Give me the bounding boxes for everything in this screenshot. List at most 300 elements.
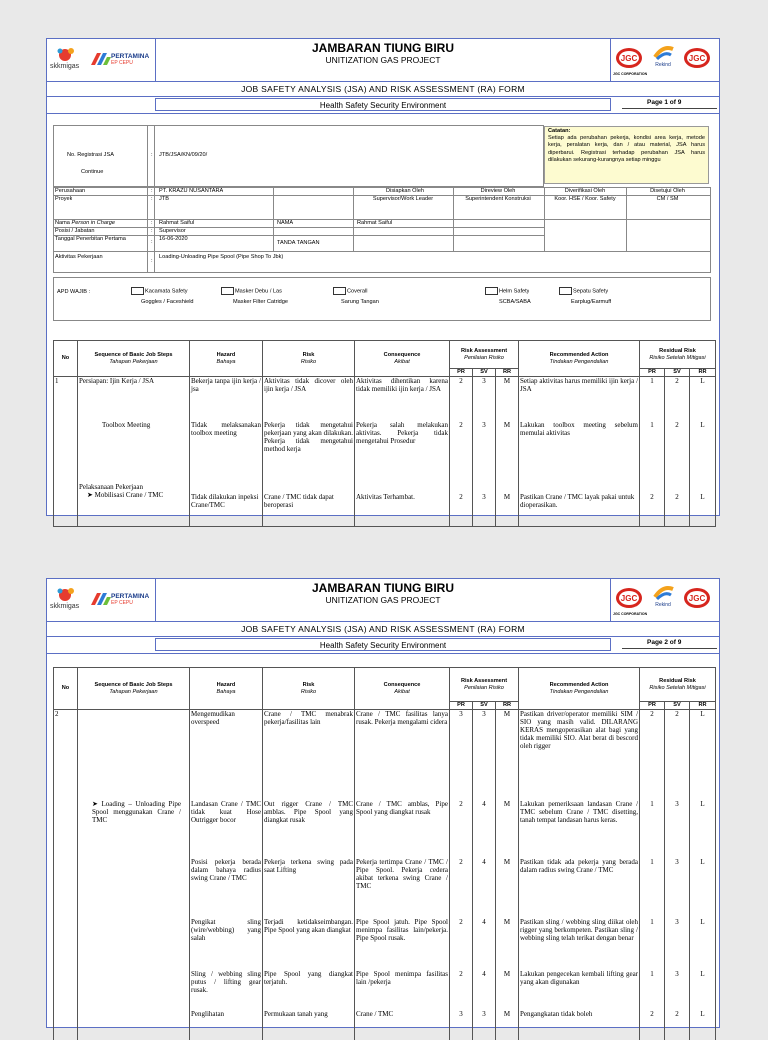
table-row — [54, 421, 716, 483]
posisi-label: Posisi / Jabatan — [55, 228, 95, 234]
col-seq-sub: Tahapan Pekerjaan — [109, 688, 158, 695]
row-res-pr: 1 — [640, 970, 665, 1010]
row-rr: M — [496, 858, 519, 918]
ttd-label: TANDA TANGAN — [277, 240, 320, 246]
row-res-sv: 2 — [665, 377, 690, 421]
posisi-value: Supervisor — [159, 228, 186, 234]
apd-goggles: Goggles / Faceshield — [141, 299, 194, 305]
col-ra-title: Risk Assessment — [460, 347, 508, 354]
diverifikasi-label: Diverifikasi Oleh — [564, 188, 606, 194]
table-row — [54, 483, 716, 527]
col-hazard-sub: Bahaya — [216, 688, 236, 695]
col-risk-sub: Risiko — [300, 688, 317, 695]
note-title: Catatan: — [548, 128, 571, 134]
project-title: JAMBARAN TIUNG BIRU — [312, 41, 454, 55]
rekind-logo-text: Rekind — [655, 62, 671, 67]
row-pr: 3 — [450, 710, 473, 800]
apd-sarung: Sarung Tangan — [341, 299, 379, 305]
apd-kacamata[interactable] — [131, 287, 188, 295]
col-consequence — [355, 668, 450, 710]
row-hazard: Posisi pekerja berada dalam bahaya radius swing Crane / TMC — [190, 858, 263, 918]
row-res-rr: L — [690, 710, 716, 800]
row-risk-text: Crane / TMC tidak dapat beroperasi — [264, 492, 334, 509]
row-step: Persiapan: Ijin Kerja / JSA — [78, 377, 190, 421]
info-grid — [53, 187, 711, 273]
col-res-pr: PR — [640, 702, 665, 710]
row-res-rr: L — [690, 970, 716, 1010]
row-action-text: Pastikan Crane / TMC layak pakai untuk dioperasikan. — [520, 492, 635, 509]
row-action: Pastikan driver/operator memiliki SIM / SIO yang masih valid. DILARANG KERAS mengoperasikan alat bagi yang tidak memiliki SIO. Alat berat di bescord oleh rigger — [519, 710, 640, 800]
apd-masker-filter: Masker Filter Catridge — [233, 299, 289, 305]
table-row — [54, 858, 716, 918]
row-sv: 3 — [473, 710, 496, 800]
row-no — [54, 800, 78, 858]
col-seq — [78, 668, 190, 710]
col-risk — [263, 341, 355, 377]
nama-value: Rahmat Saiful — [357, 220, 393, 226]
row-step — [78, 710, 190, 800]
nama-label: NAMA — [277, 220, 294, 226]
row-consequence: Pekerja salah melakukan aktivitas. Pekerja tidak mengetahui Prosedur — [355, 421, 450, 483]
row-res-rr — [690, 483, 716, 527]
row-consequence — [355, 483, 450, 527]
contractor-logos — [610, 579, 719, 621]
sepatu-checkbox[interactable] — [559, 287, 572, 295]
row-risk: Out rigger Crane / TMC amblas. Pipe Spool yang diangkat rusak — [263, 800, 355, 858]
row-step: ➤ Loading – Unloading Pipe Spool menggunakan Crane / TMC — [78, 800, 190, 858]
grid-h3 — [53, 227, 544, 228]
direview-label: Direview Oleh — [480, 188, 516, 194]
sepatu-label: Sepatu Safety — [573, 288, 609, 295]
pertamina-logo-icon — [89, 591, 111, 607]
row-consequence: Crane / TMC — [355, 1010, 450, 1040]
row-rr: M — [496, 1010, 519, 1040]
row-rr: M — [496, 710, 519, 800]
grid-v5 — [453, 187, 454, 251]
row-no — [54, 918, 78, 970]
row-res-sv: 2 — [665, 710, 690, 800]
page-number: Page 2 of 9 — [647, 639, 682, 646]
col-seq-sub: Tahapan Pekerjaan — [109, 358, 158, 365]
row-res-sv: 3 — [665, 918, 690, 970]
row-action: Lakukan pemeriksaan landasan Crane / TMC sebelum Crane / TMC disetting, tanah tempat landasan harus keras. — [519, 800, 640, 858]
table-row — [54, 970, 716, 1010]
row-action: Setiap aktivitas harus memiliki ijin kerja / JSA — [519, 377, 640, 421]
col-residual-sub: Risiko Setelah Mitigasi — [649, 354, 706, 361]
row-no: 1 — [54, 377, 78, 421]
col-ra-sub: Penilaian Risiko — [464, 684, 504, 691]
table-row — [54, 800, 716, 858]
jgc-logo-2-icon — [683, 587, 711, 609]
row-pr: 2 — [450, 377, 473, 421]
col-rr: RR — [496, 369, 519, 377]
row-step-title: Pelaksanaan Pekerjaan — [79, 482, 143, 491]
row-rr-text: M — [503, 492, 511, 501]
row-res-pr: 1 — [640, 858, 665, 918]
row-hazard: Sling / webbing sling putus / lifting gear rusak. — [190, 970, 263, 1010]
row-pr: 2 — [450, 858, 473, 918]
jsa-table-page-2 — [53, 667, 716, 1040]
row-pr: 2 — [450, 421, 473, 483]
disiapkan-label: Disiapkan Oleh — [386, 188, 424, 194]
skkmigas-text: skkmigas — [50, 603, 80, 610]
col-residual-sub: Risiko Setelah Mitigasi — [649, 684, 706, 691]
pertamina-sub: EP CEPU — [111, 60, 133, 66]
helm-label: Helm Safety — [499, 288, 530, 295]
row-action — [519, 483, 640, 527]
project-title-block — [155, 42, 611, 65]
row-res-rr: L — [690, 800, 716, 858]
row-hazard: Bekerja tanpa ijin kerja / jsa — [190, 377, 263, 421]
row-res-pr-text: 2 — [650, 492, 654, 501]
project-title-block — [155, 582, 611, 605]
row-res-pr: 1 — [640, 918, 665, 970]
contractor-logos — [610, 39, 719, 81]
page-divider — [622, 108, 717, 109]
table-row — [54, 918, 716, 970]
col-res-rr: RR — [690, 702, 716, 710]
col-risk-title: Risk — [302, 351, 315, 358]
col-res-sv: SV — [665, 702, 690, 710]
row-res-pr: 1 — [640, 800, 665, 858]
col-hazard-sub: Bahaya — [216, 358, 236, 365]
direview-role: Superintendent Konstruksi — [465, 196, 531, 202]
hse-title: Health Safety Security Environment — [155, 638, 611, 651]
row-hazard: Pengikat sling (wire/webbing) yang salah — [190, 918, 263, 970]
reg-divider-2 — [154, 125, 155, 187]
col-hazard — [190, 341, 263, 377]
col-consequence — [355, 341, 450, 377]
row-step — [78, 483, 190, 527]
grid-v1 — [147, 187, 148, 273]
col-risk — [263, 668, 355, 710]
col-pr: PR — [450, 702, 473, 710]
row-no — [54, 483, 78, 527]
grid-h5 — [53, 251, 711, 252]
col-hazard — [190, 668, 263, 710]
col-res-sv: SV — [665, 369, 690, 377]
row-res-rr-text: L — [700, 492, 705, 501]
row-res-sv-text: 2 — [675, 492, 679, 501]
apd-helm[interactable] — [485, 287, 529, 295]
grid-h2 — [53, 219, 711, 220]
row-res-sv: 2 — [665, 1010, 690, 1040]
row-res-sv: 3 — [665, 858, 690, 918]
row-action: Pengangkatan tidak boleh — [519, 1010, 640, 1040]
pertamina-text: PERTAMINA — [111, 593, 150, 600]
row-pr: 2 — [450, 918, 473, 970]
kacamata-checkbox[interactable] — [131, 287, 144, 295]
row-no — [54, 421, 78, 483]
row-pr: 3 — [450, 1010, 473, 1040]
rekind-logo-text: Rekind — [655, 602, 671, 607]
row-res-rr: L — [690, 858, 716, 918]
apd-sepatu[interactable] — [559, 287, 608, 295]
apd-coverall[interactable] — [333, 287, 368, 295]
hse-row — [47, 97, 719, 114]
jgc-logo-2-text: JGC — [688, 594, 706, 603]
jgc-logo-icon — [615, 587, 643, 609]
form-header — [47, 39, 719, 82]
row-res-pr: 1 — [640, 377, 665, 421]
jgc-logo-2-text: JGC — [688, 54, 706, 63]
table-row — [54, 377, 716, 421]
helm-checkbox[interactable] — [485, 287, 498, 295]
coverall-label: Coverall — [347, 288, 368, 295]
row-no — [54, 1010, 78, 1040]
pertamina-text: PERTAMINA — [111, 53, 150, 60]
row-rr: M — [496, 918, 519, 970]
skkmigas-logo-icon — [49, 583, 89, 619]
diverifikasi-role: Koor. HSE / Koor. Safety — [554, 196, 616, 202]
col-no: No — [54, 668, 78, 710]
row-res-sv: 2 — [665, 421, 690, 483]
jsa-form-page-1 — [46, 38, 720, 516]
col-sv: SV — [473, 369, 496, 377]
col-no: No — [54, 341, 78, 377]
perusahaan-value: PT. KRAZU NUSANTARA — [159, 188, 224, 194]
row-step: Toolbox Meeting — [78, 421, 190, 483]
grid-h4 — [53, 235, 544, 236]
proyek-colon: : — [151, 196, 153, 202]
form-title: JOB SAFETY ANALYSIS (JSA) AND RISK ASSESSMENT (RA) FORM — [47, 82, 719, 97]
posisi-colon: : — [151, 228, 153, 234]
row-sv: 3 — [473, 1010, 496, 1040]
row-risk: Crane / TMC menabrak pekerja/fasilitas lain — [263, 710, 355, 800]
row-rr: M — [496, 800, 519, 858]
apd-masker-debu[interactable] — [221, 287, 282, 295]
row-res-pr: 2 — [640, 710, 665, 800]
skkmigas-text: skkmigas — [50, 63, 80, 70]
row-no: 2 — [54, 710, 78, 800]
reg-label: No. Registrasi JSA — [67, 152, 114, 158]
jsa-table-page-1 — [53, 340, 716, 527]
col-ra — [450, 341, 519, 369]
col-action — [519, 341, 640, 377]
client-logos — [47, 39, 156, 81]
col-pr: PR — [450, 369, 473, 377]
reg-colon: : — [151, 152, 153, 158]
rekind-logo-icon — [649, 583, 677, 607]
col-action-title: Recommended Action — [549, 351, 609, 358]
catatan-note — [544, 126, 709, 184]
hse-title: Health Safety Security Environment — [155, 98, 611, 111]
row-res-rr: L — [690, 1010, 716, 1040]
col-hazard-title: Hazard — [216, 681, 236, 688]
col-hazard-title: Hazard — [216, 351, 236, 358]
col-action-sub: Tindakan Pengendalian — [549, 358, 609, 365]
row-res-rr: L — [690, 918, 716, 970]
col-action-title: Recommended Action — [549, 681, 609, 688]
row-rr — [496, 483, 519, 527]
disetujui-role: CM / SM — [656, 196, 679, 202]
apd-earplug: Earplug/Earmuff — [571, 299, 612, 305]
grid-v3 — [273, 187, 274, 251]
col-risk-sub: Risiko — [300, 358, 317, 365]
project-title: JAMBARAN TIUNG BIRU — [312, 581, 454, 595]
col-seq-title: Sequence of Basic Job Steps — [94, 681, 173, 688]
continue-label: Continue — [81, 169, 104, 175]
row-risk: Pipe Spool yang diangkat terjatuh. — [263, 970, 355, 1010]
row-step — [78, 918, 190, 970]
row-res-sv: 3 — [665, 800, 690, 858]
row-risk: Aktivitas tidak dicover oleh ijin kerja / JSA — [263, 377, 355, 421]
row-pr-text: 2 — [459, 492, 463, 501]
row-res-pr: 2 — [640, 1010, 665, 1040]
pic-label-1: Nama — [55, 220, 72, 226]
tanggal-colon: : — [151, 239, 153, 245]
row-consequence-text: Aktivitas Terhambat. — [356, 492, 415, 501]
row-res-pr — [640, 483, 665, 527]
col-consequence-title: Consequence — [383, 351, 421, 358]
col-action — [519, 668, 640, 710]
grid-h1 — [53, 195, 711, 196]
row-action: Lakukan toolbox meeting sebelum memulai aktivitas — [519, 421, 640, 483]
reg-divider — [147, 125, 148, 187]
disetujui-label: Disetujui Oleh — [650, 188, 685, 194]
col-consequence-sub: Akibat — [394, 688, 410, 695]
jgc-logo-text: JGC — [620, 594, 638, 603]
row-step-sub: ➤ Mobilisasi Crane / TMC — [87, 490, 164, 499]
masker-debu-checkbox[interactable] — [221, 287, 234, 295]
row-sv — [473, 483, 496, 527]
tanggal-label: Tanggal Penerbitan Pertama — [55, 236, 126, 242]
col-action-sub: Tindakan Pengendalian — [549, 688, 609, 695]
col-ra-sub: Penilaian Risiko — [464, 354, 504, 361]
client-logos — [47, 579, 156, 621]
row-res-rr: L — [690, 377, 716, 421]
row-hazard — [190, 483, 263, 527]
jsa-form-page-2 — [46, 578, 720, 1028]
form-header — [47, 579, 719, 622]
row-rr: M — [496, 970, 519, 1010]
masker-debu-label: Masker Debu / Las — [235, 288, 282, 295]
row-sv: 3 — [473, 377, 496, 421]
project-subtitle: UNITIZATION GAS PROJECT — [325, 595, 441, 605]
apd-scba: SCBA/SABA — [499, 299, 531, 305]
apd-label: APD WAJIB : — [57, 289, 91, 295]
grid-v4 — [353, 187, 354, 251]
row-action: Lakukan pengecekan kembali lifting gear yang akan digunakan — [519, 970, 640, 1010]
jsa-info-block — [53, 125, 711, 335]
row-sv-text: 3 — [482, 492, 486, 501]
row-consequence: Crane / TMC fasilitas lanya rusak. Pekerja mengalami cidera — [355, 710, 450, 800]
pertamina-logo-icon — [89, 51, 111, 67]
row-no — [54, 970, 78, 1010]
col-sv: SV — [473, 702, 496, 710]
col-residual — [640, 341, 716, 369]
row-hazard: Mengemudikan overspeed — [190, 710, 263, 800]
row-risk: Pekerja tidak mengetahui pekerjaan yang akan dilakukan. Pekerja tidak mengetahui method kerja — [263, 421, 355, 483]
skkmigas-logo-icon — [49, 43, 89, 79]
row-hazard: Landasan Crane / TMC tidak kuat Hose Outrigger bocor — [190, 800, 263, 858]
col-seq — [78, 341, 190, 377]
grid-v7 — [626, 187, 627, 251]
perusahaan-colon: : — [151, 188, 153, 194]
row-consequence: Pekerja tertimpa Crane / TMC / Pipe Spool. Pekerja cedera akibat terkena swing Crane / TMC — [355, 858, 450, 918]
row-pr: 2 — [450, 800, 473, 858]
row-res-sv — [665, 483, 690, 527]
kacamata-label: Kacamata Safety — [145, 288, 188, 295]
jgc-caption: JGC CORPORATION — [613, 612, 648, 616]
perusahaan-label: Perusahaan — [55, 188, 86, 194]
hse-row — [47, 637, 719, 654]
jgc-logo-text: JGC — [620, 54, 638, 63]
row-action: Pastikan tidak ada pekerja yang berada dalam radius swing Crane / TMC — [519, 858, 640, 918]
row-consequence: Crane / TMC amblas, Pipe Spool yang diangkat rusak — [355, 800, 450, 858]
col-consequence-sub: Akibat — [394, 358, 410, 365]
row-hazard: Tidak melaksanakan toolbox meeting — [190, 421, 263, 483]
aktivitas-colon: : — [151, 258, 153, 264]
row-pr — [450, 483, 473, 527]
row-res-sv: 3 — [665, 970, 690, 1010]
row-consequence: Pipe Spool menimpa fasilitas lain /pekerja — [355, 970, 450, 1010]
row-consequence: Pipe Spool jatuh. Pipe Spool menimpa fasilitas lain/pekerja. Pipe Spool rusak. — [355, 918, 450, 970]
col-consequence-title: Consequence — [383, 681, 421, 688]
grid-v6 — [544, 187, 545, 251]
col-ra — [450, 668, 519, 702]
row-consequence: Aktivitas dihentikan karena tidak memiliki ijin kerja / JSA — [355, 377, 450, 421]
page-number: Page 1 of 9 — [647, 99, 682, 106]
row-pr: 2 — [450, 970, 473, 1010]
col-res-rr: RR — [690, 369, 716, 377]
row-risk: Permukaan tanah yang — [263, 1010, 355, 1040]
col-rr: RR — [496, 702, 519, 710]
row-rr: M — [496, 377, 519, 421]
row-risk: Pekerja terkena swing pada saat Lifting — [263, 858, 355, 918]
col-ra-title: Risk Assessment — [460, 677, 508, 684]
jgc-logo-2-icon — [683, 47, 711, 69]
col-residual-title: Residual Risk — [659, 677, 696, 684]
project-subtitle: UNITIZATION GAS PROJECT — [325, 55, 441, 65]
pic-value: Rahmat Saiful — [159, 220, 195, 226]
col-res-pr: PR — [640, 369, 665, 377]
row-sv: 4 — [473, 800, 496, 858]
row-risk: Terjadi ketidakseimbangan. Pipe Spool yang akan diangkat — [263, 918, 355, 970]
proyek-label: Proyek — [55, 196, 73, 202]
jgc-caption: JGC CORPORATION — [613, 72, 648, 76]
row-step — [78, 1010, 190, 1040]
row-res-rr: L — [690, 421, 716, 483]
coverall-checkbox[interactable] — [333, 287, 346, 295]
pertamina-sub: EP CEPU — [111, 600, 133, 606]
col-seq-title: Sequence of Basic Job Steps — [94, 351, 173, 358]
row-sv: 3 — [473, 421, 496, 483]
table-row — [54, 710, 716, 800]
row-action: Pastikan sling / webbing sling diikat oleh rigger yang berkompeten. Pastikan sling / webbing sling telah terikat dengan benar — [519, 918, 640, 970]
col-residual-title: Residual Risk — [659, 347, 696, 354]
row-sv: 4 — [473, 918, 496, 970]
form-title: JOB SAFETY ANALYSIS (JSA) AND RISK ASSESSMENT (RA) FORM — [47, 622, 719, 637]
row-no — [54, 858, 78, 918]
jgc-logo-icon — [615, 47, 643, 69]
aktivitas-label: Aktivitas Pekerjaan — [55, 254, 103, 260]
row-sv: 4 — [473, 858, 496, 918]
tanggal-value: 16-06-2020 — [159, 236, 188, 242]
col-residual — [640, 668, 716, 702]
row-res-pr: 1 — [640, 421, 665, 483]
pic-label-2: Person in Charge — [71, 220, 116, 226]
row-risk — [263, 483, 355, 527]
table-row — [54, 1010, 716, 1040]
grid-v2 — [154, 187, 155, 273]
row-hazard: Penglihatan — [190, 1010, 263, 1040]
rekind-logo-icon — [649, 43, 677, 67]
row-step — [78, 858, 190, 918]
col-risk-title: Risk — [302, 681, 315, 688]
row-hazard-text: Tidak dilakukan inpeksi Crane/TMC — [191, 492, 259, 509]
proyek-value: JTB — [159, 196, 169, 202]
